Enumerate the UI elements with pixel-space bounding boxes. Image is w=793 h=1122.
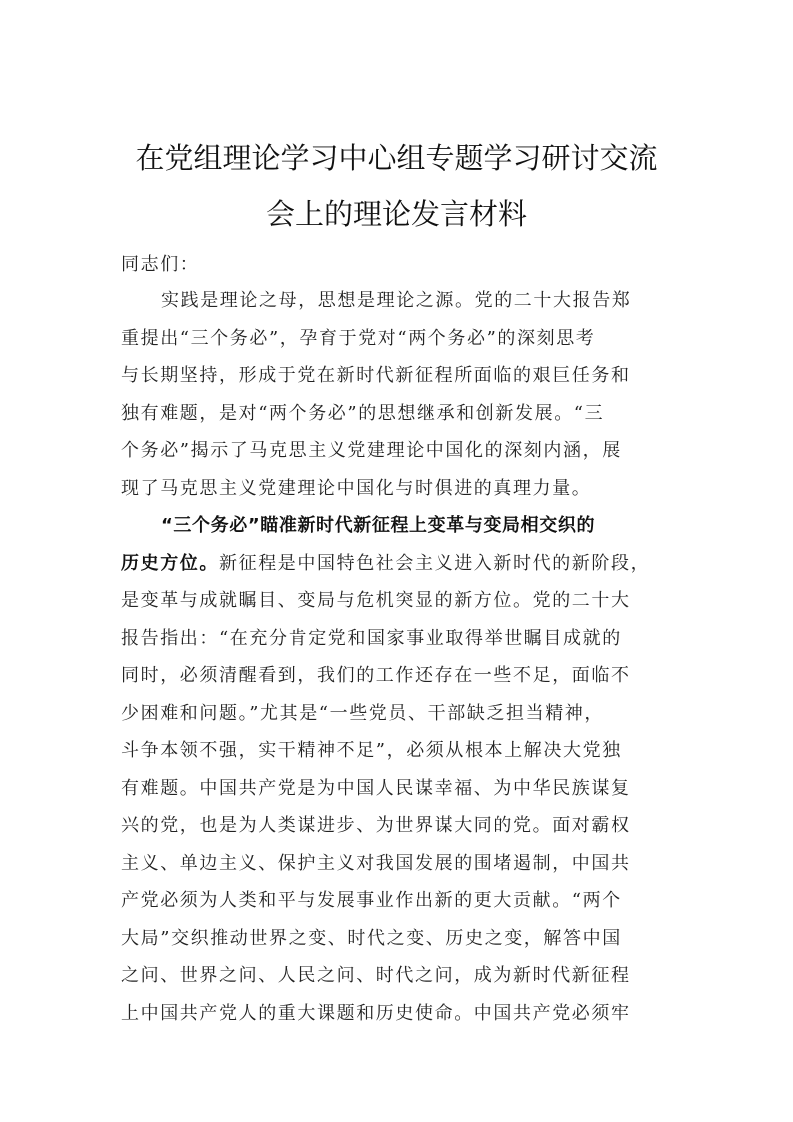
paragraph-2-line: 报告指出：“在充分肯定党和国家事业取得举世瞩目成就的 — [121, 628, 622, 649]
paragraph-2-line: 上中国共产党人的重大课题和历史使命。中国共产党必须牢 — [121, 1003, 631, 1024]
paragraph-2-line: 是变革与成就瞩目、变局与危机突显的新方位。党的二十大 — [121, 590, 631, 611]
paragraph-1-line: 重提出“三个务必”，孕育于党对“两个务必”的深刻思考 — [121, 328, 596, 349]
salutation: 同志们： — [121, 254, 200, 275]
paragraph-1-line: 个务必”揭示了马克思主义党建理论中国化的深刻内涵，展 — [121, 440, 622, 461]
paragraph-2-line — [121, 551, 650, 577]
paragraph-1-line: 独有难题，是对“两个务必”的思想继承和创新发展。“三 — [121, 403, 605, 424]
paragraph-2-line: 同时，必须清醒看到，我们的工作还存在一些不足，面临不 — [121, 665, 631, 686]
paragraph-2-line: 有难题。中国共产党是为中国人民谋幸福、为中华民族谋复 — [121, 778, 631, 799]
paragraph-1-line: 现了马克思主义党建理论中国化与时俱进的真理力量。 — [121, 478, 592, 499]
paragraph-2-line: 兴的党，也是为人类谋进步、为世界谋大同的党。面对霸权 — [121, 815, 631, 836]
paragraph-2-line: 产党必须为人类和平与发展事业作出新的更大贡献。“两个 — [121, 890, 622, 911]
paragraph-2-line-rest: 新征程是中国特色社会主义进入新时代的新阶段， — [219, 553, 651, 574]
paragraph-2-line: 之问、世界之问、人民之问、时代之问，成为新时代新征程 — [121, 965, 631, 986]
paragraph-2-heading-line-1: “三个务必”瞄准新时代新征程上变革与变局相交织的 — [161, 515, 596, 536]
paragraph-1-line: 与长期坚持，形成于党在新时代新征程所面临的艰巨任务和 — [121, 365, 631, 386]
paragraph-1-line: 实践是理论之母，思想是理论之源。党的二十大报告郑 — [161, 290, 632, 311]
paragraph-2-line: 大局”交织推动世界之变、时代之变、历史之变，解答中国 — [121, 928, 622, 949]
paragraph-2-line: 少困难和问题。”尤其是“一些党员、干部缺乏担当精神， — [121, 703, 605, 724]
document-title-line-2: 会上的理论发言材料 — [265, 197, 527, 231]
paragraph-2-line: 斗争本领不强，实干精神不足”，必须从根本上解决大党独 — [121, 740, 622, 761]
paragraph-2-line: 主义、单边主义、保护主义对我国发展的围堵遏制，中国共 — [121, 853, 631, 874]
document-title-line-1: 在党组理论学习中心组专题学习研讨交流 — [135, 141, 658, 175]
paragraph-2-heading-line-2: 历史方位。 — [121, 553, 219, 574]
